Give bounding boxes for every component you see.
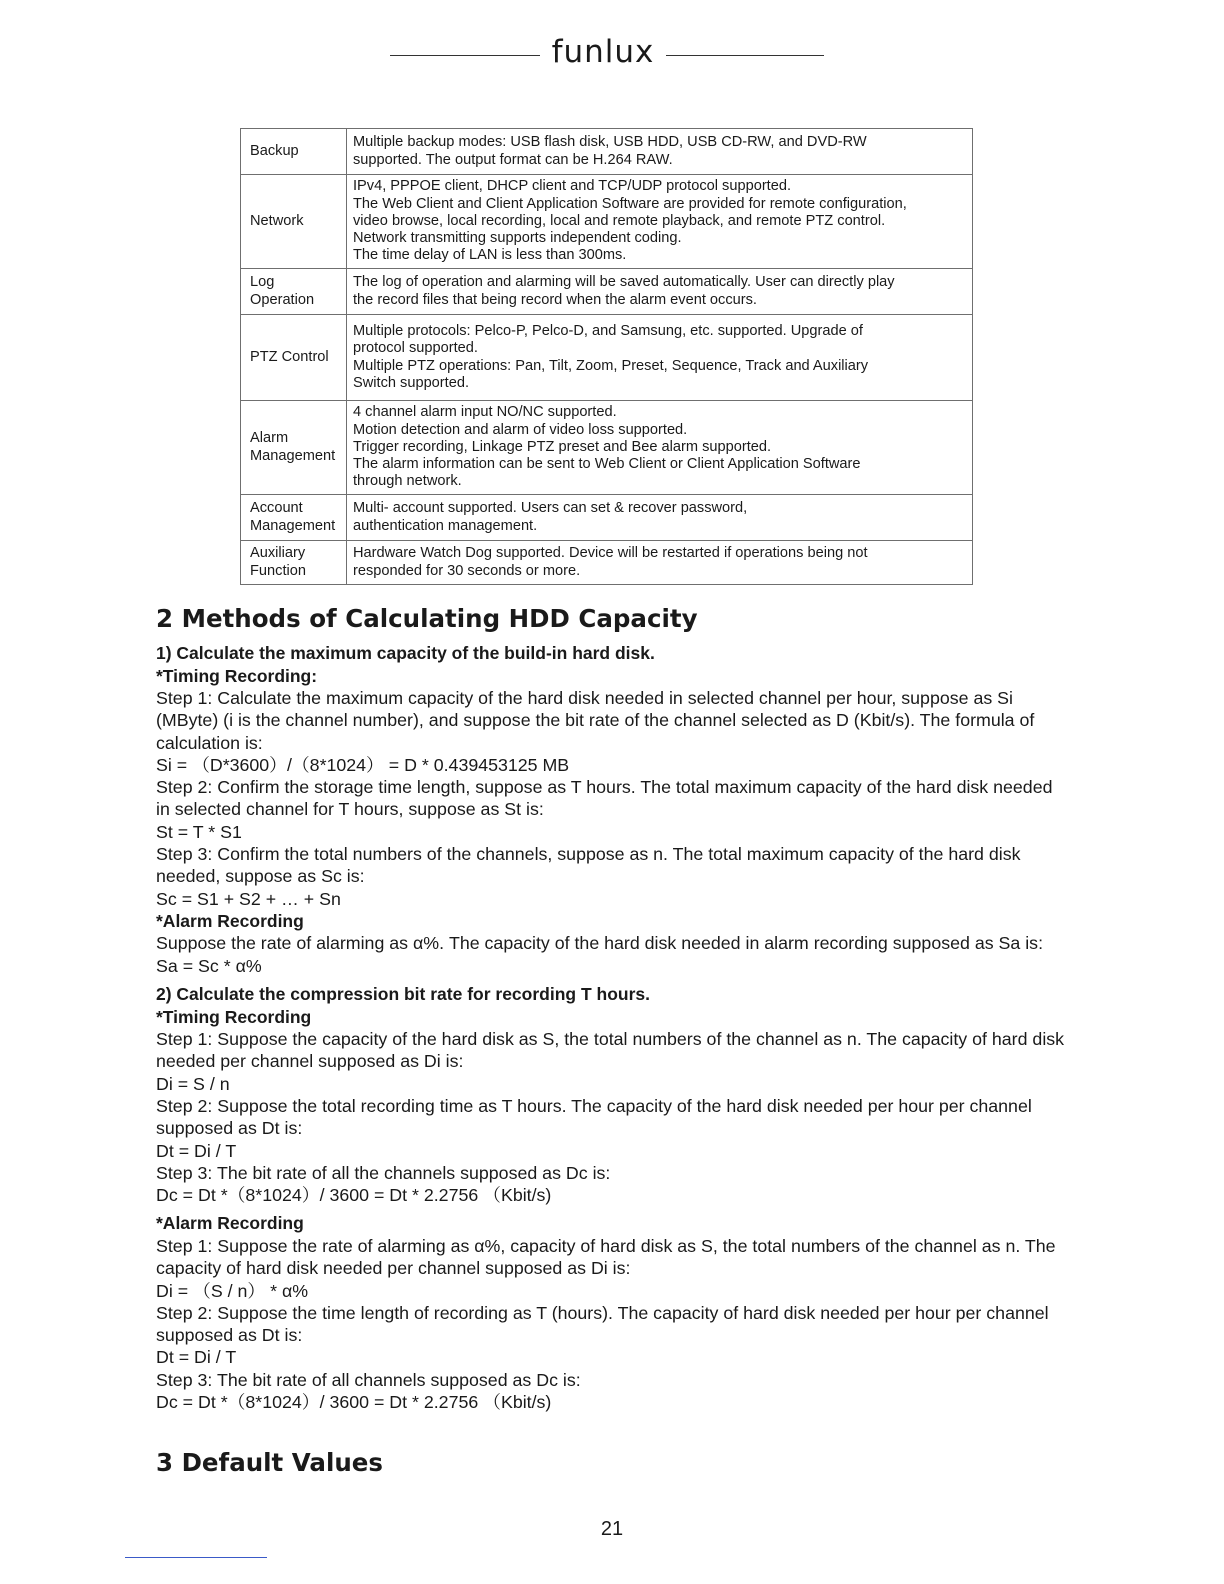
spec-key: Backup (241, 129, 347, 175)
page-header (0, 34, 1224, 74)
heading-alarm-recording: *Alarm Recording (156, 910, 304, 931)
spec-value-line: Multi- account supported. Users can set & recover password, (353, 500, 748, 517)
spec-key (241, 269, 347, 315)
heading-timing-recording: *Timing Recording: (156, 665, 318, 686)
spec-value-line: the record files that being record when the alarm event occurs. (353, 291, 757, 308)
formula: Di = （S / n） * α% (156, 1280, 309, 1301)
spec-key-line: Operation (250, 291, 315, 308)
spec-value (347, 129, 973, 175)
spec-value-line: video browse, local recording, local and remote playback, and remote PTZ control. (353, 212, 886, 229)
spec-value-line: Multiple protocols: Pelco-P, Pelco-D, and Samsung, etc. supported. Upgrade of (353, 323, 863, 340)
spec-key-line: Account (250, 500, 303, 517)
spec-value-line: Hardware Watch Dog supported. Device will be restarted if operations being not (353, 545, 868, 562)
spec-value-line: 4 channel alarm input NO/NC supported. (353, 404, 617, 421)
spec-key-line: Auxiliary (250, 545, 306, 562)
page-number: 21 (600, 1518, 624, 1540)
spec-key: PTZ Control (241, 315, 347, 401)
spec-value-line: The time delay of LAN is less than 300ms. (353, 247, 627, 264)
spec-value-line: Trigger recording, Linkage PTZ preset and Bee alarm supported. (353, 438, 772, 455)
section-default-values (156, 1448, 1066, 1477)
formula: Di = S / n (156, 1073, 230, 1094)
formula: Dt = Di / T (156, 1140, 237, 1161)
spec-value-line: Switch supported. (353, 374, 470, 391)
paragraph: Step 3: The bit rate of all channels supposed as Dc is: (156, 1369, 581, 1390)
paragraph: Step 2: Suppose the total recording time as T hours. The capacity of the hard disk needed per hour per channel supposed as Dt is: (156, 1095, 1032, 1139)
table-row (241, 495, 973, 541)
table-row (241, 315, 973, 401)
paragraph: Step 2: Suppose the time length of recording as T (hours). The capacity of hard disk needed per hour per channel supposed as Dt is: (156, 1302, 1049, 1346)
spec-value-line: authentication management. (353, 517, 538, 534)
formula: Dc = Dt *（8*1024）/ 3600 = Dt * 2.2756 （Kbit/s) (156, 1185, 552, 1206)
paragraph: Step 1: Calculate the maximum capacity of the hard disk needed in selected channel per hour, suppose as Si (MByte) (i is the channel number), and suppose the bit rate of the channel selected as D (Kbit/s). The formula of calculation is: (156, 688, 1035, 753)
heading-alarm-recording: *Alarm Recording (156, 1213, 304, 1234)
spec-key-line: Function (250, 562, 306, 579)
spec-value (347, 495, 973, 541)
spec-value-line: The Web Client and Client Application Software are provided for remote configuration, (353, 195, 907, 212)
spec-key (241, 541, 347, 585)
spec-key-line: Management (250, 447, 336, 464)
spec-value-line: Multiple backup modes: USB flash disk, USB HDD, USB CD-RW, and DVD-RW (353, 134, 867, 151)
spec-value-line: Motion detection and alarm of video loss supported. (353, 421, 688, 438)
header-rule-right (666, 55, 824, 56)
paragraph: Step 3: The bit rate of all the channels supposed as Dc is: (156, 1162, 611, 1183)
paragraph: Step 1: Suppose the rate of alarming as α%, capacity of hard disk as S, the total numbers of the channel as n. The capacity of hard disk needed per channel supposed as Di is: (156, 1235, 1056, 1279)
brand-logo: funlux (551, 34, 655, 70)
paragraph: Step 2: Confirm the storage time length, suppose as T hours. The total maximum capacity of the hard disk needed in selected channel for T hours, suppose as St is: (156, 777, 1053, 820)
table-row (241, 269, 973, 315)
formula: St = T * S1 (156, 821, 242, 842)
spec-value-line: responded for 30 seconds or more. (353, 562, 581, 579)
spec-value-line: IPv4, PPPOE client, DHCP client and TCP/UDP protocol supported. (353, 178, 792, 195)
spec-key-line: Management (250, 517, 336, 534)
paragraph: Suppose the rate of alarming as α%. The capacity of the hard disk needed in alarm recording supposed as Sa is: (156, 933, 1044, 954)
section-title-hdd-capacity: 2 Methods of Calculating HDD Capacity (156, 604, 698, 633)
spec-value-line: The log of operation and alarming will be saved automatically. User can directly play (353, 274, 895, 291)
spec-value (347, 269, 973, 315)
heading-timing-recording: *Timing Recording (156, 1006, 312, 1027)
formula: Si = （D*3600）/（8*1024） = D * 0.439453125 MB (156, 754, 570, 775)
specifications-table (240, 128, 973, 585)
spec-value-line: Multiple PTZ operations: Pan, Tilt, Zoom, Preset, Sequence, Track and Auxiliary (353, 357, 869, 374)
paragraph: Step 1: Suppose the capacity of the hard disk as S, the total numbers of the channel as n. The capacity of hard disk needed per channel supposed as Di is: (156, 1029, 1065, 1072)
formula: Sa = Sc * α% (156, 955, 262, 976)
spec-key: Network (241, 175, 347, 269)
spec-value-line: protocol supported. (353, 340, 478, 357)
table-row (241, 175, 973, 269)
section-title-default-values: 3 Default Values (156, 1448, 383, 1477)
formula: Sc = S1 + S2 + … + Sn (156, 888, 341, 909)
table-row (241, 401, 973, 495)
spec-key-line: Alarm (250, 430, 289, 447)
spec-value-line: through network. (353, 473, 462, 490)
table-row (241, 541, 973, 585)
table-row (241, 129, 973, 175)
spec-value (347, 175, 973, 269)
header-rule-left (390, 55, 540, 56)
footer-rule (125, 1557, 267, 1558)
subheading-bit-rate: 2) Calculate the compression bit rate for recording T hours. (156, 984, 650, 1005)
spec-value (347, 541, 973, 585)
spec-key (241, 401, 347, 495)
hdd-capacity-body (156, 642, 1066, 1413)
spec-value (347, 315, 973, 401)
section-hdd-capacity (156, 604, 1066, 633)
spec-value-line: supported. The output format can be H.264 RAW. (353, 151, 673, 168)
spec-key (241, 495, 347, 541)
spec-value (347, 401, 973, 495)
spec-value-line: Network transmitting supports independent coding. (353, 230, 682, 247)
formula: Dc = Dt *（8*1024）/ 3600 = Dt * 2.2756 （Kbit/s) (156, 1392, 552, 1413)
formula: Dt = Di / T (156, 1347, 237, 1368)
paragraph: Step 3: Confirm the total numbers of the channels, suppose as n. The total maximum capacity of the hard disk needed, suppose as Sc is: (156, 844, 1021, 887)
subheading-max-capacity: 1) Calculate the maximum capacity of the build-in hard disk. (156, 643, 655, 663)
spec-value-line: The alarm information can be sent to Web Client or Client Application Software (353, 456, 861, 473)
spec-key-line: Log (250, 274, 275, 291)
